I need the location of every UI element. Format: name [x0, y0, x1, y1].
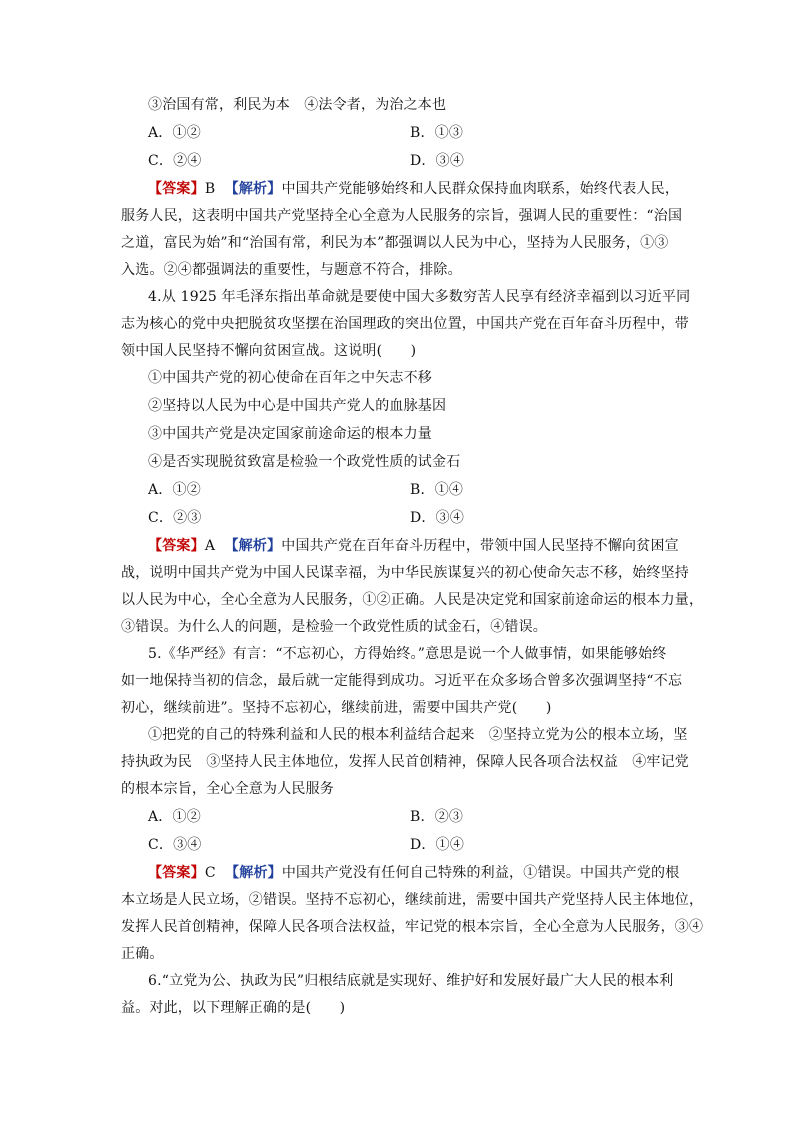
q4-option-c: C．②③	[148, 510, 202, 526]
answer-letter: B	[204, 181, 216, 197]
q3-option-d: D．③④	[410, 153, 465, 169]
analysis-label: 【解析】	[224, 538, 282, 554]
q4-option-b: B．①④	[410, 482, 464, 498]
q5-statements-line-3: 的根本宗旨，全心全意为人民服务	[121, 781, 334, 797]
q5-statements-line-2: 持执政为民 ③坚持人民主体地位，发挥人民首创精神，保障人民各项合法权益 ④牢记党	[121, 754, 689, 770]
q3-analysis-line-3: 之道，富民为始”和“治国有常，利民为本”都强调以人民为中心，坚持为人民服务，①③	[121, 235, 669, 251]
q4-statement-1: ①中国共产党的初心使命在百年之中矢志不移	[148, 370, 432, 386]
q4-option-d: D．③④	[410, 510, 465, 526]
q3-analysis-line-2: 服务人民，这表明中国共产党坚持全心全意为人民服务的宗旨，强调人民的重要性：“治国	[121, 208, 683, 224]
q3-option-c: C．②④	[148, 153, 202, 169]
q6-stem-line-2: 益。对此，以下理解正确的是( )	[121, 1000, 346, 1016]
answer-label: 【答案】	[148, 538, 205, 554]
q4-statement-3: ③中国共产党是决定国家前途命运的根本力量	[148, 426, 432, 442]
q5-stem-line-2: 如一地保持当初的信念，最后就一定能得到成功。习近平在众多场合曾多次强调坚持“不忘	[121, 673, 683, 689]
q5-analysis-line-4: 正确。	[121, 946, 164, 962]
q3-option-b: B．①③	[410, 125, 464, 141]
q4-answer-line	[148, 536, 708, 556]
q6-stem-line-1: 6.“立党为公、执政为民”归根结底就是实现好、维护好和发展好最广大人民的根本利	[148, 973, 674, 989]
answer-letter: A	[204, 538, 216, 554]
analysis-label: 【解析】	[224, 181, 282, 197]
q4-statement-4: ④是否实现脱贫致富是检验一个政党性质的试金石	[148, 454, 461, 470]
q4-analysis-line-4: ③错误。为什么人的问题，是检验一个政党性质的试金石，④错误。	[121, 619, 547, 635]
q5-option-d: D．①④	[410, 837, 465, 853]
q5-stem-line-3: 初心，继续前进”。坚持不忘初心，继续前进，需要中国共产党( )	[121, 700, 552, 716]
q5-analysis-line-2: 本立场是人民立场，②错误。坚持不忘初心，继续前进，需要中国共产党坚持人民主体地位，	[121, 892, 704, 908]
q4-stem-line-2: 志为核心的党中央把脱贫攻坚摆在治国理政的突出位置，中国共产党在百年奋斗历程中，带	[121, 316, 689, 332]
q5-option-c: C．③④	[148, 837, 202, 853]
q3-analysis-line-4: 入选。②④都强调法的重要性，与题意不符合，排除。	[121, 262, 462, 278]
q3-answer-line	[148, 179, 708, 199]
q3-option-a: A．①②	[148, 125, 201, 141]
answer-label: 【答案】	[148, 181, 205, 197]
answer-letter: C	[204, 865, 216, 881]
analysis-text: 中国共产党在百年奋斗历程中，带领中国人民坚持不懈向贫困宣	[281, 538, 679, 554]
q3-option-text-34: ③治国有常，利民为本 ④法令者，为治之本也	[148, 97, 447, 113]
q5-answer-line	[148, 863, 708, 883]
q4-stem-line-3: 领中国人民坚持不懈向贫困宣战。这说明( )	[121, 343, 417, 359]
q5-option-b: B．②③	[410, 809, 464, 825]
answer-label: 【答案】	[148, 865, 205, 881]
q4-stem-line-1: 4.从 1925 年毛泽东指出革命就是要使中国大多数穷苦人民享有经济幸福到以习近平同	[148, 289, 691, 305]
q4-analysis-line-2: 战，说明中国共产党为中国人民谋幸福，为中华民族谋复兴的初心使命矢志不移，始终坚持	[121, 565, 689, 581]
analysis-text: 中国共产党没有任何自己特殊的利益，①错误。中国共产党的根	[281, 865, 680, 881]
q5-stem-line-1: 5.《华严经》有言：“不忘初心，方得始终。”意思是说一个人做事情，如果能够始终	[148, 646, 667, 662]
q4-option-a: A．①②	[148, 482, 201, 498]
analysis-text: 中国共产党能够始终和人民群众保持血肉联系，始终代表人民，	[281, 181, 680, 197]
q4-analysis-line-3: 以人民为中心，全心全意为人民服务，①②正确。人民是决定党和国家前途命运的根本力量，	[121, 592, 704, 608]
q5-option-a: A．①②	[148, 809, 201, 825]
q5-statements-line-1: ①把党的自己的特殊利益和人民的根本利益结合起来 ②坚持立党为公的根本立场，坚	[148, 727, 688, 743]
q5-analysis-line-3: 发挥人民首创精神，保障人民各项合法权益，牢记党的根本宗旨，全心全意为人民服务，③④	[121, 919, 704, 935]
q4-statement-2: ②坚持以人民为中心是中国共产党人的血脉基因	[148, 398, 447, 414]
analysis-label: 【解析】	[225, 865, 282, 881]
